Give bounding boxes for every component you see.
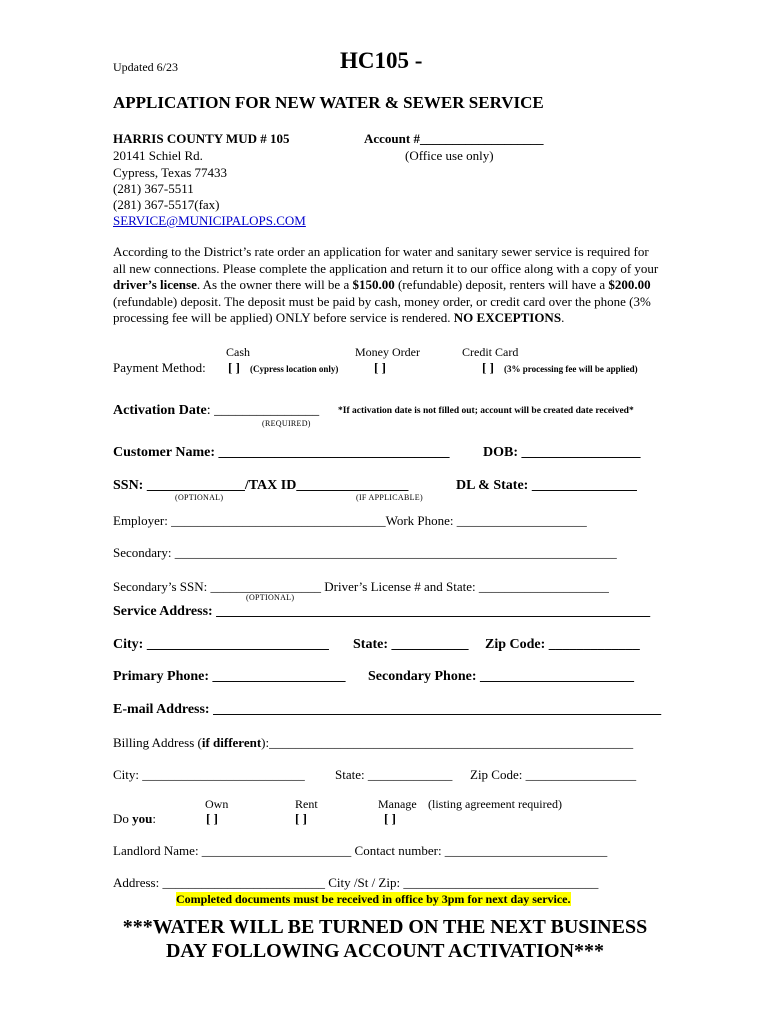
zip-code-field[interactable]: Zip Code: _____________ bbox=[485, 637, 640, 652]
city-field[interactable]: City: __________________________ bbox=[113, 637, 329, 652]
dob-field[interactable]: DOB: _________________ bbox=[483, 445, 641, 460]
secondary-ssn-dl-field[interactable]: Secondary’s SSN: _________________ Driver’s License # and State: ____________________ bbox=[113, 579, 609, 594]
own-label: Own bbox=[205, 797, 229, 811]
payment-money-order-checkbox[interactable]: [ ] bbox=[374, 360, 386, 375]
payment-cash-checkbox[interactable]: [ ] bbox=[228, 360, 240, 375]
updated-date: Updated 6/23 bbox=[113, 60, 178, 74]
activation-date-field[interactable]: Activation Date: _______________ bbox=[113, 403, 320, 418]
billing-city-field[interactable]: City: _________________________ bbox=[113, 767, 305, 782]
ssn-tax-id-field[interactable]: SSN: ______________/TAX ID________________ bbox=[113, 478, 409, 493]
state-field[interactable]: State: ___________ bbox=[353, 637, 469, 652]
service-address-field[interactable]: Service Address: ______________________________________________________________ bbox=[113, 604, 651, 619]
district-fax: (281) 367-5517(fax) bbox=[113, 197, 220, 212]
landlord-address-field[interactable]: Address: _________________________ City /St / Zip: ______________________________ bbox=[113, 875, 599, 890]
payment-cash-note: (Cypress location only) bbox=[250, 364, 339, 374]
district-street: 20141 Schiel Rd. bbox=[113, 148, 203, 163]
intro-paragraph: According to the District’s rate order an application for water and sanitary sewer service is required for all new connections. Please complete the application and return it to our office along with a copy of your driver’s license. As the owner there will be a $150.00 (refundable) deposit, renters will have a $200.00 (refundable) deposit. The deposit must be paid by cash, money order, or credit card over the phone (3% processing fee will be applied) ONLY before service is rendered. NO EXCEPTIONS. bbox=[113, 244, 659, 326]
manage-label: Manage bbox=[378, 797, 417, 811]
rent-checkbox[interactable]: [ ] bbox=[295, 811, 307, 826]
payment-credit-note: (3% processing fee will be applied) bbox=[504, 364, 638, 374]
secondary-phone-field[interactable]: Secondary Phone: ______________________ bbox=[368, 669, 634, 684]
district-city: Cypress, Texas 77433 bbox=[113, 165, 228, 180]
final-notice: ***WATER WILL BE TURNED ON THE NEXT BUSINESS DAY FOLLOWING ACCOUNT ACTIVATION*** bbox=[122, 916, 648, 962]
secondary-field[interactable]: Secondary: ____________________________________________________________________ bbox=[113, 545, 617, 560]
landlord-name-contact-field[interactable]: Landlord Name: _______________________ Contact number: _________________________ bbox=[113, 843, 608, 858]
activation-note: *If activation date is not filled out; account will be created date received* bbox=[338, 406, 634, 416]
manage-checkbox[interactable]: [ ] bbox=[384, 811, 396, 826]
completed-documents-notice: Completed documents must be received in office by 3pm for next day service. bbox=[176, 892, 571, 906]
secondary-ssn-optional-note: (OPTIONAL) bbox=[246, 593, 295, 602]
tax-id-applicable-note: (IF APPLICABLE) bbox=[356, 493, 423, 502]
payment-cash-label: Cash bbox=[226, 345, 250, 359]
account-number-field[interactable]: Account #___________________ bbox=[364, 131, 544, 146]
form-code: HC105 - bbox=[340, 48, 423, 73]
district-name: HARRIS COUNTY MUD # 105 bbox=[113, 131, 290, 146]
billing-address-field[interactable]: Billing Address (if different):________________________________________________________ bbox=[113, 735, 634, 750]
payment-method-label: Payment Method: bbox=[113, 360, 206, 375]
manage-note: (listing agreement required) bbox=[428, 797, 562, 811]
rent-label: Rent bbox=[295, 797, 318, 811]
page-title: APPLICATION FOR NEW WATER & SEWER SERVICE bbox=[113, 93, 544, 112]
activation-required-note: (REQUIRED) bbox=[262, 419, 311, 428]
account-office-note: (Office use only) bbox=[405, 148, 494, 163]
payment-credit-card-checkbox[interactable]: [ ] bbox=[482, 360, 494, 375]
billing-zip-field[interactable]: Zip Code: _________________ bbox=[470, 767, 637, 782]
primary-phone-field[interactable]: Primary Phone: ___________________ bbox=[113, 669, 346, 684]
dl-state-field[interactable]: DL & State: _______________ bbox=[456, 478, 637, 493]
payment-credit-card-label: Credit Card bbox=[462, 345, 519, 359]
billing-state-field[interactable]: State: _____________ bbox=[335, 767, 453, 782]
do-you-label: Do you: bbox=[113, 811, 156, 826]
own-checkbox[interactable]: [ ] bbox=[206, 811, 218, 826]
customer-name-field[interactable]: Customer Name: _________________________________ bbox=[113, 445, 450, 460]
district-email-link[interactable]: SERVICE@MUNICIPALOPS.COM bbox=[113, 213, 306, 228]
email-address-field[interactable]: E-mail Address: ________________________________________________________________ bbox=[113, 702, 662, 717]
employer-work-phone-field[interactable]: Employer: _________________________________Work Phone: ____________________ bbox=[113, 513, 587, 528]
district-phone: (281) 367-5511 bbox=[113, 181, 194, 196]
ssn-optional-note: (OPTIONAL) bbox=[175, 493, 224, 502]
payment-money-order-label: Money Order bbox=[355, 345, 420, 359]
